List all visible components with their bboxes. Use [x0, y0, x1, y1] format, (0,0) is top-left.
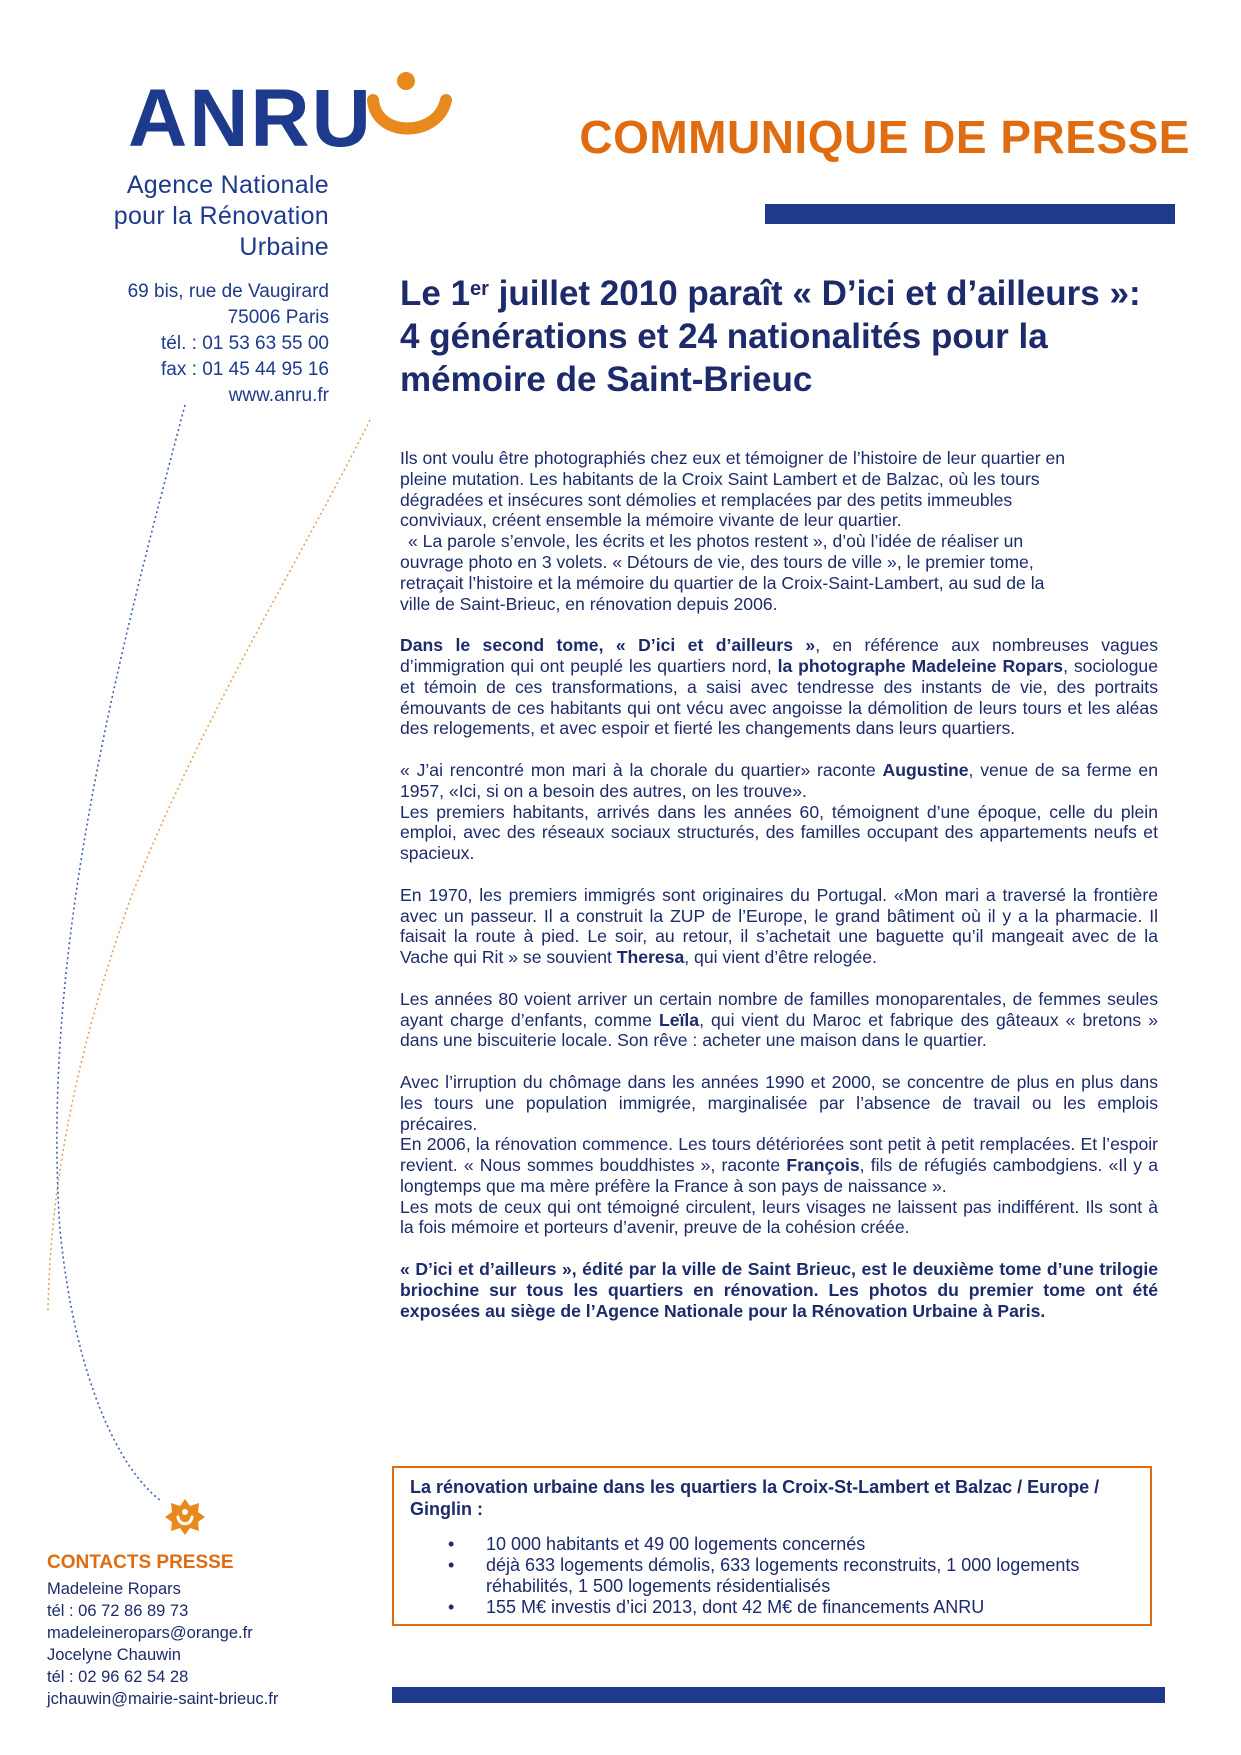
key-figures-box: [392, 1466, 1152, 1626]
address-street: 69 bis, rue de Vaugirard: [127, 281, 329, 302]
body-text: En 2006, la rénovation commence. Les tours détériorées sont petit à petit remplacées. Et l’espoir revient. « Nous sommes bouddhistes », raconte: [400, 1134, 1158, 1176]
headline-text: 4 générations et 24 nationalités pour la: [400, 317, 1048, 356]
list-item-text: 10 000 habitants et 49 00 logements concernés: [486, 1534, 866, 1554]
bold-text: Dans le second tome, « D’ici et d’ailleurs »: [400, 635, 816, 656]
article-body: [400, 448, 1158, 1342]
bold-text: la photographe Madeleine Ropars: [777, 655, 1064, 676]
list-item: [410, 1597, 1134, 1618]
address-website-link[interactable]: www.anru.fr: [228, 385, 329, 406]
bold-text: « D’ici et d’ailleurs », édité par la ville de Saint Brieuc, est le deuxième tome d’une trilogie briochine sur tous les quartiers en rénovation. Les photos du premier tome ont été exposées au siège de l’Agence Nationale pour la Rénovation Urbaine à Paris.: [400, 1259, 1158, 1321]
key-figures-title: La rénovation urbaine dans les quartiers la Croix-St-Lambert et Balzac / Europe / Ginglin :: [410, 1477, 1100, 1519]
body-text: , qui vient du Maroc et fabrique des gâteaux « bretons » dans une biscuiterie locale. Son rêve : acheter une maison dans le quartier.: [400, 1009, 1159, 1051]
house-logo-icon: [163, 1497, 207, 1537]
article-line: conviviaux, créent ensemble la mémoire vivante de leur quartier.: [400, 510, 902, 531]
article-paragraph: [400, 635, 1158, 739]
key-figures-list: [410, 1534, 1134, 1618]
article-line: ville de Saint-Brieuc, en rénovation depuis 2006.: [400, 593, 778, 614]
page-title: COMMUNIQUE DE PRESSE: [579, 111, 1190, 163]
body-text: , fils de réfugiés cambodgiens. «Il y a longtemps que ma mère préfère la France à son pays de naissance ».: [400, 1155, 1158, 1196]
body-text: , qui vient d’être relogée.: [684, 947, 877, 968]
article-paragraph: [400, 1259, 1158, 1321]
headline-text: Le 1: [400, 274, 471, 313]
headline-text: juillet 2010 paraît « D’ici et d’ailleurs »:: [488, 274, 1141, 313]
body-text: Les années 80 voient arriver un certain nombre de familles monoparentales, de femmes seules ayant charge d’enfants, comme: [400, 988, 1158, 1030]
article-paragraph: [400, 760, 1158, 864]
agency-name-line: Urbaine: [239, 233, 329, 261]
article-line: pleine mutation. Les habitants de la Croix Saint Lambert et de Balzac, où les tours: [400, 468, 1040, 489]
bold-text: François: [786, 1155, 860, 1176]
headline-text: mémoire de Saint-Brieuc: [400, 360, 813, 399]
list-item: [410, 1534, 1134, 1555]
contact-name: Jocelyne Chauwin: [47, 1646, 181, 1664]
contact-name: Madeleine Ropars: [47, 1580, 181, 1598]
list-item-text: 155 M€ investis d’ici 2013, dont 42 M€ de financements ANRU: [486, 1597, 985, 1617]
bullet-icon: •: [448, 1555, 455, 1575]
contact-email-link[interactable]: jchauwin@mairie-saint-brieuc.fr: [47, 1690, 279, 1708]
body-text: Les mots de ceux qui ont témoigné circulent, leurs visages ne laissent pas indifférent. Ils sont à la fois mémoire et porteurs d’avenir, preuve de la cohésion créée.: [400, 1196, 1158, 1238]
anru-logo: [128, 68, 458, 168]
contacts-title: CONTACTS PRESSE: [47, 1552, 234, 1573]
body-text: Les premiers habitants, arrivés dans les années 60, témoignent d’une époque, celle du plein emploi, avec des réseaux sociaux structurés, des familles occupant des appartements neufs et spacieux.: [400, 801, 1158, 864]
body-text: , venue de sa ferme en 1957, «Ici, si on a besoin des autres, on les trouve».: [400, 759, 1158, 801]
list-item-text: déjà 633 logements démolis, 633 logements reconstruits, 1 000 logements réhabilités, 1 500 logements résidentialisés: [486, 1555, 1080, 1596]
logo-wordmark: ANRU: [128, 73, 373, 164]
body-text: Avec l’irruption du chômage dans les années 1990 et 2000, se concentre de plus en plus dans les tours une population immigrée, marginalisée par l’absence de travail ou les emplois précaires.: [400, 1071, 1158, 1134]
agency-name-line: Agence Nationale: [126, 171, 329, 199]
article-paragraph: [400, 989, 1158, 1051]
article-line: ouvrage photo en 3 volets. « Détours de vie, des tours de ville », le premier tome,: [400, 551, 1034, 572]
body-text: , en référence aux nombreuses vagues d’immigration qui ont peuplé les quartiers nord,: [400, 635, 1158, 676]
headline-superscript: er: [470, 278, 489, 300]
address-city: 75006 Paris: [227, 307, 329, 328]
contact-phone: tél : 06 72 86 89 73: [47, 1602, 189, 1620]
article-line: retraçait l’histoire et la mémoire du quartier de la Croix-Saint-Lambert, au sud de la: [400, 572, 1045, 593]
agency-name-line: pour la Rénovation: [113, 202, 329, 230]
article-paragraph: [400, 1072, 1158, 1238]
bullet-icon: •: [448, 1597, 455, 1617]
contact-email-link[interactable]: madeleineropars@orange.fr: [47, 1624, 253, 1642]
article-paragraph: [400, 885, 1158, 968]
bold-text: Augustine: [882, 759, 969, 780]
address-phone: tél. : 01 53 63 55 00: [161, 333, 329, 354]
contact-phone: tél : 02 96 62 54 28: [47, 1668, 189, 1686]
article-paragraph: [400, 448, 1158, 614]
bullet-icon: •: [448, 1534, 455, 1554]
body-text: « J’ai rencontré mon mari à la chorale du quartier» raconte: [400, 759, 883, 780]
footer-divider-bar: [392, 1687, 1165, 1703]
title-divider-bar: [765, 204, 1175, 224]
bold-text: Theresa: [616, 947, 685, 968]
body-text: , sociologue et témoin de ces transformations, a saisi avec tendresse des instants de vie, des portraits émouvants de ces habitants qui ont vécu avec angoisse la démolition de leurs tours et les aléas des relogements, et avec espoir et fierté les changements dans leurs quartiers.: [400, 655, 1158, 739]
address-fax: fax : 01 45 44 95 16: [161, 359, 329, 380]
headline: [400, 272, 1220, 401]
article-line: « La parole s’envole, les écrits et les photos restent », d’où l’idée de réaliser un: [408, 531, 1024, 552]
bold-text: Leïla: [658, 1009, 700, 1030]
article-line: Ils ont voulu être photographiés chez eux et témoigner de l’histoire de leur quartier en: [400, 448, 1066, 468]
article-line: dégradées et insécures sont démolies et remplacées par des petits immeubles: [400, 489, 1013, 510]
list-item: [410, 1555, 1134, 1597]
body-text: En 1970, les premiers immigrés sont originaires du Portugal. «Mon mari a traversé la frontière avec un passeur. Il a construit la ZUP de l’Europe, le grand bâtiment où il y a la pharmacie. Il faisait la route à pied. Le soir, au retour, il s’achetait une baguette qu’il mangeait avec de la Vache qui Rit » se souvient: [400, 884, 1158, 968]
